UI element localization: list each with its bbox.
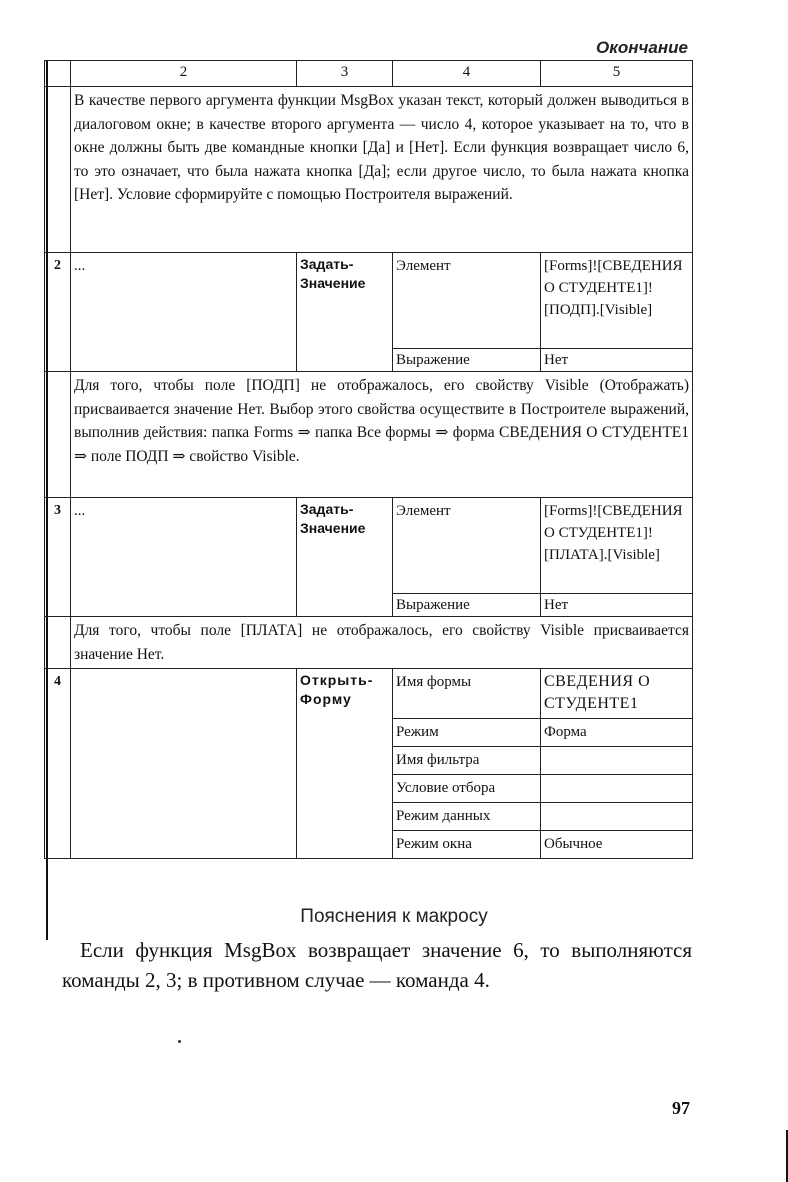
argument-name: Элемент (393, 498, 541, 594)
condition-cell: ... (71, 498, 297, 617)
row-number-cell (45, 87, 71, 253)
argument-name: Режим данных (393, 803, 541, 831)
argument-name: Режим окна (393, 831, 541, 859)
row-number: 4 (45, 669, 71, 859)
column-header-4: 4 (393, 61, 541, 87)
column-header-2: 2 (71, 61, 297, 87)
argument-name: Выражение (393, 594, 541, 617)
argument-name: Условие отбора (393, 775, 541, 803)
row-number: 2 (45, 253, 71, 372)
row2-comment: Для того, чтобы поле [ПОДП] не отображалось, его свойству Visible (Отображать) присваивается значение Нет. Выбор этого свойства осуществите в Построителе выражений, выполнив действия: папка Forms ⇒ папка Все формы ⇒ форма СВЕДЕНИЯ О СТУДЕНТЕ1 ⇒ поле ПОДП ⇒ свойство Visible. (71, 372, 693, 498)
row1-comment: В качестве первого аргумента функции MsgBox указан текст, который должен выводиться в диалоговом окне; в качестве второго аргумента — число 4, которое указывает на то, что в окне должны быть две командные кнопки [Да] и [Нет]. Если функция возвращает число 6, то это означает, что была нажата кнопка [Да]; если другое число, то была нажата кнопка [Нет]. Условие сформируйте с помощью Построителя выражений. (71, 87, 693, 253)
table-header-row (45, 61, 693, 87)
column-header-1 (45, 61, 71, 87)
column-header-5: 5 (541, 61, 693, 87)
argument-value: [Forms]![СВЕДЕНИЯ О СТУДЕНТЕ1]![ПОДП].[Visible] (541, 253, 693, 349)
argument-name: Имя формы (393, 669, 541, 719)
table-row (45, 372, 693, 498)
argument-name: Режим (393, 719, 541, 747)
continuation-label: Окончание (596, 38, 688, 57)
argument-value (541, 803, 693, 831)
section-title: Пояснения к макросу (300, 906, 488, 927)
row-number-cell (45, 617, 71, 669)
table-row (45, 87, 693, 253)
argument-value: Обычное (541, 831, 693, 859)
explanation-paragraph: Если функция MsgBox возвращает значение 6, то выполняются команды 2, 3; в противном случае — команда 4. (62, 938, 692, 992)
argument-value (541, 775, 693, 803)
argument-value: [Forms]![СВЕДЕНИЯ О СТУДЕНТЕ1]![ПЛАТА].[Visible] (541, 498, 693, 594)
column-header-3: 3 (297, 61, 393, 87)
table-row (45, 498, 693, 594)
row-number: 3 (45, 498, 71, 617)
action-cell: Открыть-Форму (297, 669, 393, 859)
table-row (45, 617, 693, 669)
argument-name: Элемент (393, 253, 541, 349)
argument-name: Имя фильтра (393, 747, 541, 775)
action-cell: Задать-Значение (297, 253, 393, 372)
argument-name: Выражение (393, 349, 541, 372)
action-cell: Задать-Значение (297, 498, 393, 617)
argument-value: СВЕДЕНИЯ О СТУДЕНТЕ1 (541, 669, 693, 719)
row3-comment: Для того, чтобы поле [ПЛАТА] не отображалось, его свойству Visible присваивается значение Нет. (71, 617, 693, 669)
scan-speck (178, 1040, 181, 1043)
argument-value: Нет (541, 594, 693, 617)
argument-value (541, 747, 693, 775)
condition-cell (71, 669, 297, 859)
argument-value: Нет (541, 349, 693, 372)
page-number: 97 (672, 1098, 690, 1118)
condition-cell: ... (71, 253, 297, 372)
macro-table (44, 60, 693, 859)
argument-value: Форма (541, 719, 693, 747)
table-row (45, 253, 693, 349)
row-number-cell (45, 372, 71, 498)
table-row (45, 669, 693, 719)
